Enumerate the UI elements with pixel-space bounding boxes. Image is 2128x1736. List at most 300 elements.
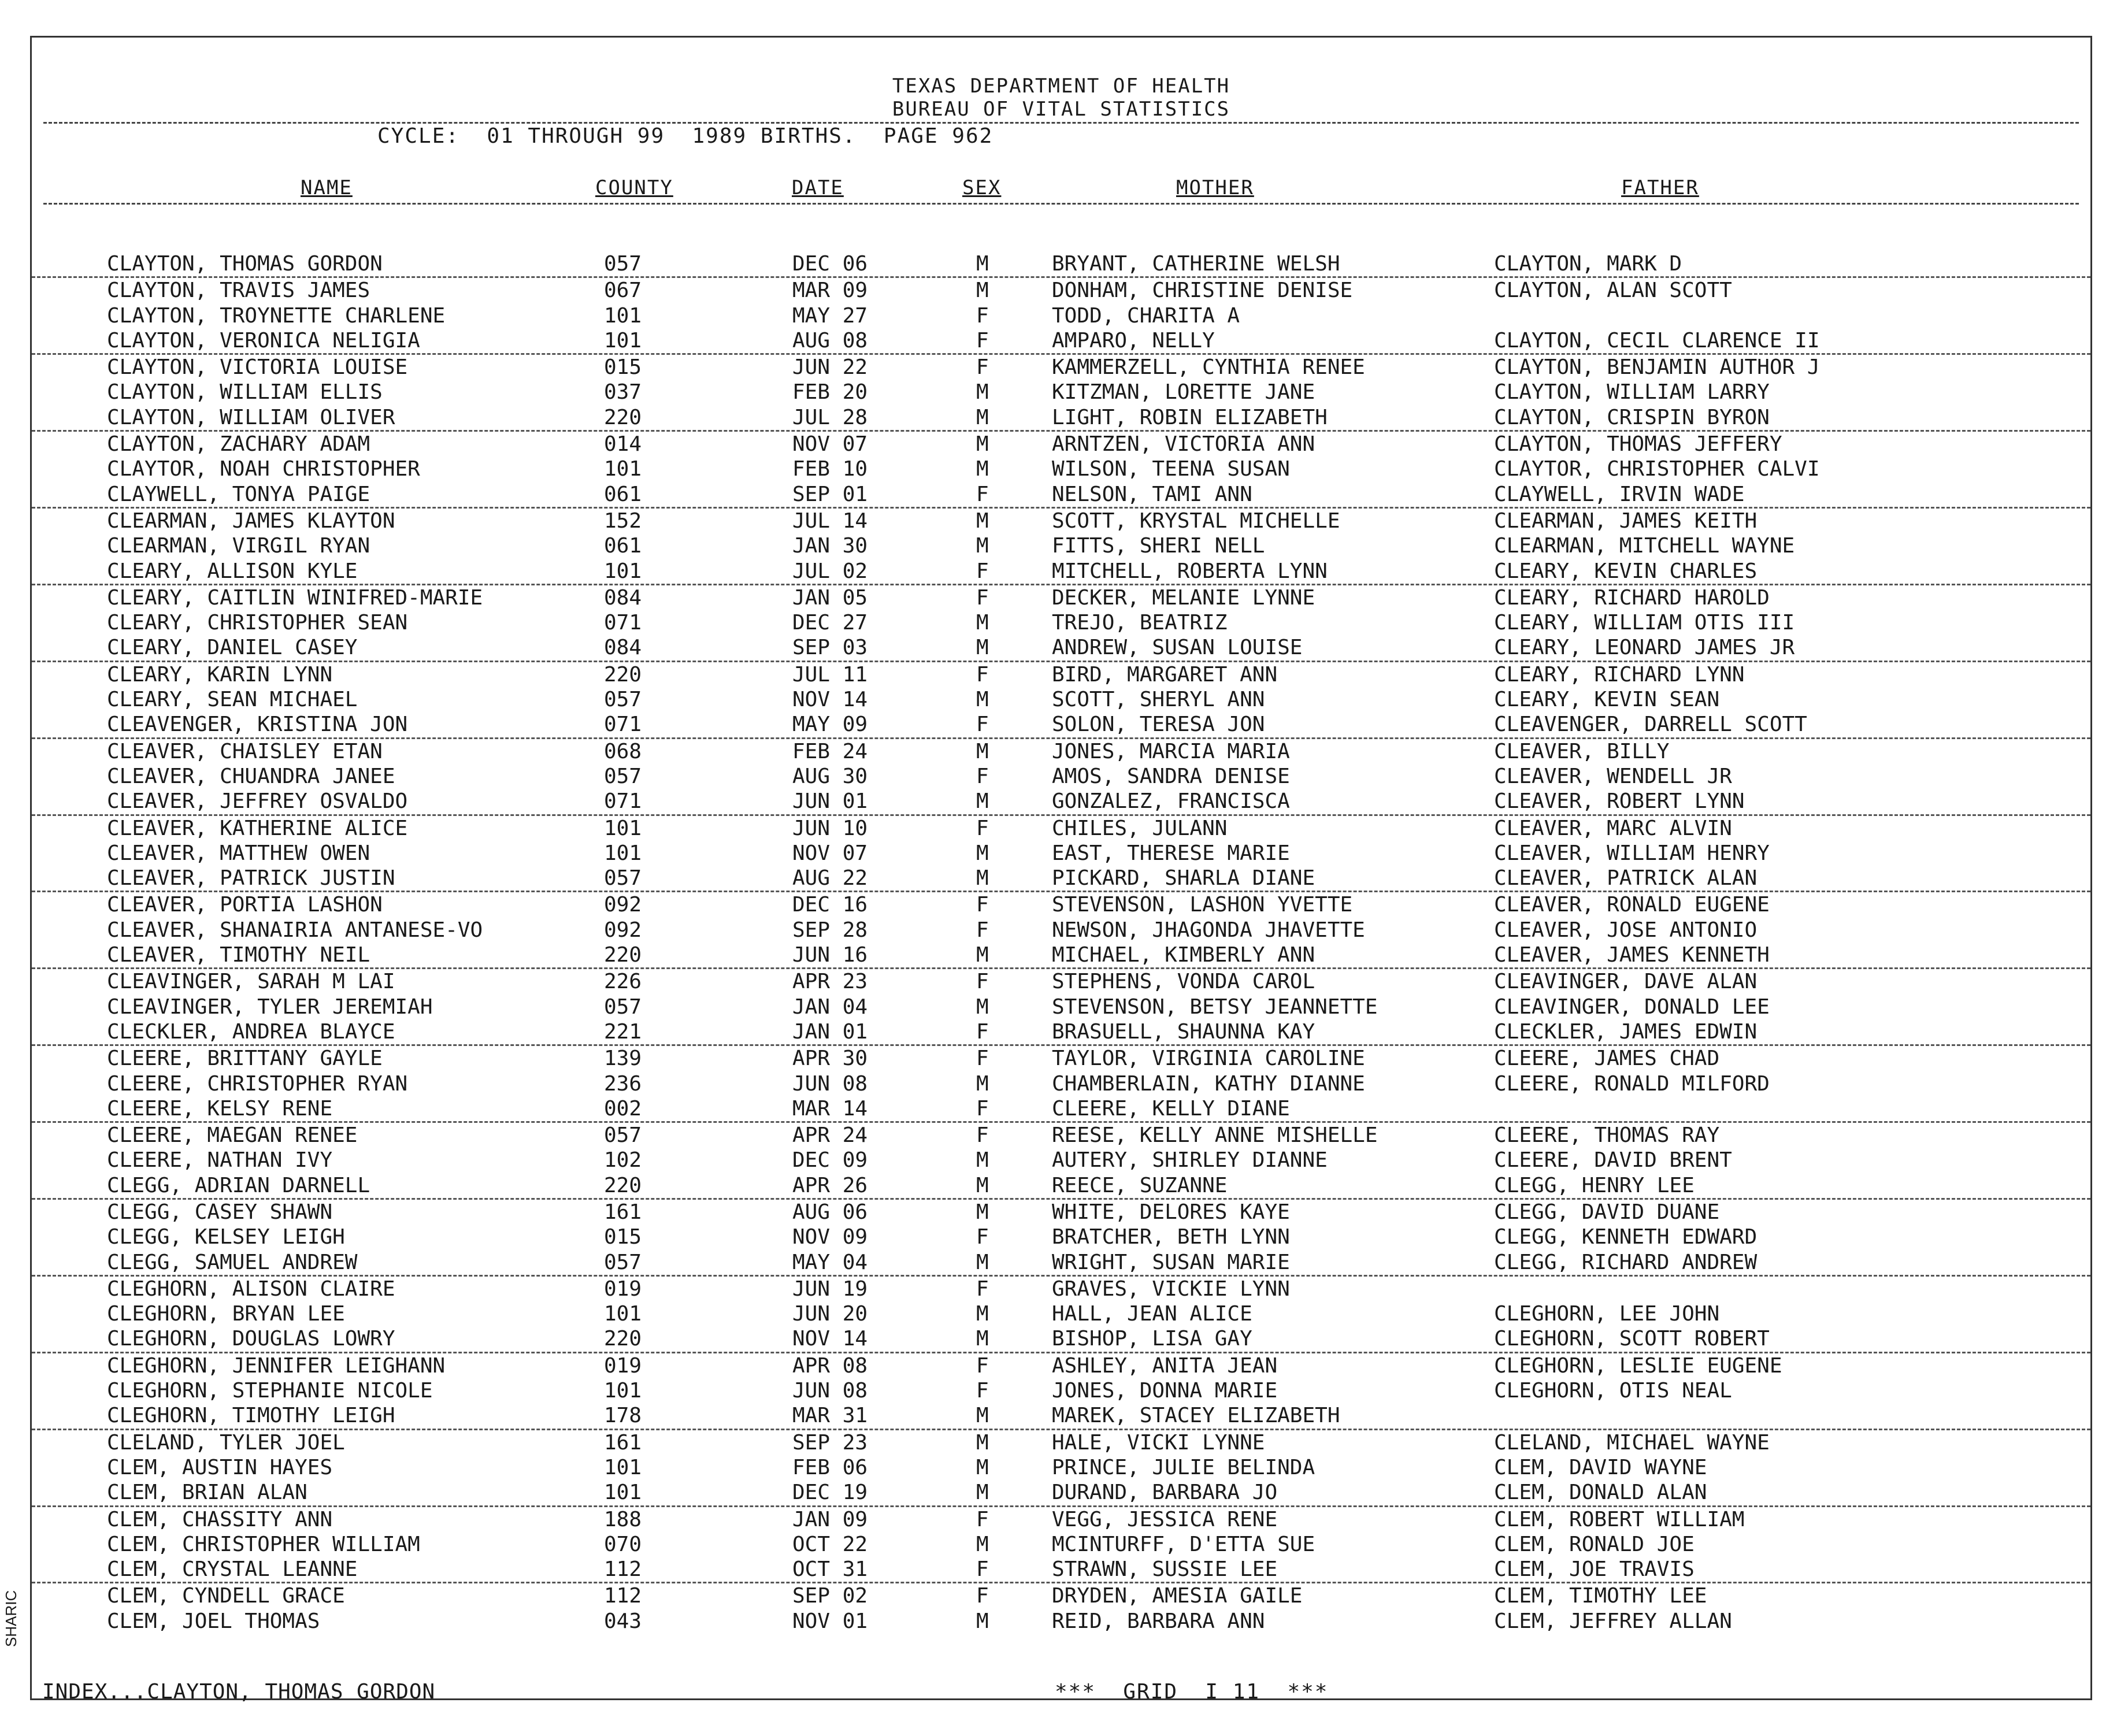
record-row — [32, 662, 2090, 687]
record-name: CLEERE, MAEGAN RENEE — [107, 1123, 358, 1148]
record-date: MAR 09 — [792, 279, 868, 303]
record-county: 084 — [604, 585, 642, 610]
record-father: CLAYTON, WILLIAM LARRY — [1494, 380, 1770, 405]
record-row — [32, 405, 2090, 432]
record-date: MAY 09 — [792, 713, 868, 737]
record-mother: TREJO, BEATRIZ — [1052, 611, 1228, 635]
record-row — [32, 1250, 2090, 1277]
column-header-name: NAME — [301, 176, 353, 199]
record-row — [32, 303, 2090, 328]
record-row — [32, 1096, 2090, 1123]
record-mother: GONZALEZ, FRANCISCA — [1052, 789, 1290, 814]
record-sex: F — [976, 1379, 989, 1403]
record-mother: JONES, DONNA MARIE — [1052, 1379, 1278, 1403]
record-mother: REECE, SUZANNE — [1052, 1173, 1228, 1197]
bureau-title: BUREAU OF VITAL STATISTICS — [892, 98, 1230, 121]
grid-footer: *** GRID I 11 *** — [1055, 1680, 1329, 1704]
record-county: 178 — [604, 1404, 642, 1428]
record-sex: M — [976, 252, 989, 276]
record-county: 014 — [604, 432, 642, 457]
record-sex: M — [976, 1148, 989, 1173]
record-sex: M — [976, 688, 989, 712]
record-father: CLEARY, RICHARD HAROLD — [1494, 585, 1770, 610]
record-sex: F — [976, 764, 989, 788]
record-county: 101 — [604, 1481, 642, 1505]
record-sex: F — [976, 1123, 989, 1148]
record-row — [32, 1277, 2090, 1301]
record-row — [32, 1353, 2090, 1378]
record-date: SEP 01 — [792, 482, 868, 506]
record-date: MAY 27 — [792, 303, 868, 328]
record-sex: F — [976, 1047, 989, 1071]
record-date: OCT 31 — [792, 1557, 868, 1582]
column-header-county: COUNTY — [595, 176, 673, 199]
record-mother: SCOTT, SHERYL ANN — [1052, 688, 1265, 712]
record-sex: M — [976, 995, 989, 1019]
record-father: CLEGHORN, SCOTT ROBERT — [1494, 1327, 1770, 1351]
record-mother: HALE, VICKI LYNNE — [1052, 1430, 1265, 1455]
record-mother: DECKER, MELANIE LYNNE — [1052, 585, 1315, 610]
record-father: CLEAVINGER, DAVE ALAN — [1494, 970, 1758, 994]
record-sex: F — [976, 1019, 989, 1044]
record-date: NOV 09 — [792, 1225, 868, 1249]
record-date: FEB 24 — [792, 739, 868, 763]
record-row — [32, 355, 2090, 380]
record-father: CLEAVER, MARC ALVIN — [1494, 816, 1732, 840]
record-county: 037 — [604, 380, 642, 405]
record-county: 101 — [604, 841, 642, 865]
record-date: NOV 01 — [792, 1609, 868, 1633]
record-mother: PICKARD, SHARLA DIANE — [1052, 866, 1315, 891]
record-county: 057 — [604, 252, 642, 276]
record-row — [32, 841, 2090, 866]
record-name: CLEAVER, MATTHEW OWEN — [107, 841, 370, 865]
record-sex: F — [976, 893, 989, 917]
record-name: CLEM, CRYSTAL LEANNE — [107, 1557, 358, 1582]
column-header-date: DATE — [792, 176, 844, 199]
column-header-father: FATHER — [1621, 176, 1699, 199]
record-mother: AMPARO, NELLY — [1052, 328, 1215, 353]
record-name: CLAYTON, TRAVIS JAMES — [107, 279, 370, 303]
record-sex: M — [976, 405, 989, 429]
record-date: JUL 28 — [792, 405, 868, 429]
record-father: CLEAVER, PATRICK ALAN — [1494, 866, 1758, 891]
record-row — [32, 635, 2090, 662]
record-date: JAN 05 — [792, 585, 868, 610]
record-county: 057 — [604, 688, 642, 712]
record-county: 071 — [604, 611, 642, 635]
record-date: APR 23 — [792, 970, 868, 994]
record-row — [32, 892, 2090, 917]
record-row — [32, 610, 2090, 635]
record-sex: M — [976, 1532, 989, 1556]
record-father: CLEAVINGER, DONALD LEE — [1494, 995, 1770, 1019]
record-county: 221 — [604, 1019, 642, 1044]
record-father: CLEM, JOE TRAVIS — [1494, 1557, 1695, 1582]
record-row — [32, 995, 2090, 1019]
record-father: CLAYTON, BENJAMIN AUTHOR J — [1494, 355, 1820, 380]
record-father: CLEM, RONALD JOE — [1494, 1532, 1695, 1556]
record-county: 043 — [604, 1609, 642, 1633]
record-name: CLAYTON, VICTORIA LOUISE — [107, 355, 408, 380]
record-county: 101 — [604, 328, 642, 353]
record-father: CLEARY, KEVIN CHARLES — [1494, 559, 1758, 583]
record-county: 161 — [604, 1430, 642, 1455]
record-mother: CHAMBERLAIN, KATHY DIANNE — [1052, 1071, 1365, 1096]
record-name: CLAYWELL, TONYA PAIGE — [107, 482, 370, 506]
record-name: CLEERE, CHRISTOPHER RYAN — [107, 1071, 408, 1096]
record-name: CLEARMAN, VIRGIL RYAN — [107, 534, 370, 558]
record-mother: MCINTURFF, D'ETTA SUE — [1052, 1532, 1315, 1556]
record-mother: DURAND, BARBARA JO — [1052, 1481, 1278, 1505]
record-date: JUN 20 — [792, 1302, 868, 1326]
record-father: CLAYTON, THOMAS JEFFERY — [1494, 432, 1782, 457]
record-mother: STRAWN, SUSSIE LEE — [1052, 1557, 1278, 1582]
record-row — [32, 866, 2090, 892]
record-father: CLEERE, RONALD MILFORD — [1494, 1071, 1770, 1096]
record-mother: EAST, THERESE MARIE — [1052, 841, 1290, 865]
record-sex: M — [976, 509, 989, 533]
record-mother: BRYANT, CATHERINE WELSH — [1052, 252, 1340, 276]
record-row — [32, 1455, 2090, 1480]
record-father: CLEGG, RICHARD ANDREW — [1494, 1250, 1758, 1274]
record-row — [32, 1532, 2090, 1557]
record-sex: M — [976, 432, 989, 457]
record-father: CLEARY, LEONARD JAMES JR — [1494, 636, 1795, 660]
record-sex: M — [976, 534, 989, 558]
record-father: CLECKLER, JAMES EDWIN — [1494, 1019, 1758, 1044]
record-county: 101 — [604, 559, 642, 583]
record-sex: M — [976, 841, 989, 865]
record-father: CLEM, ROBERT WILLIAM — [1494, 1507, 1745, 1531]
record-father: CLEAVER, RONALD EUGENE — [1494, 893, 1770, 917]
record-mother: KAMMERZELL, CYNTHIA RENEE — [1052, 355, 1365, 380]
record-father: CLEARY, WILLIAM OTIS III — [1494, 611, 1795, 635]
record-county: 152 — [604, 509, 642, 533]
record-mother: PRINCE, JULIE BELINDA — [1052, 1455, 1315, 1479]
record-county: 188 — [604, 1507, 642, 1531]
record-date: JUN 19 — [792, 1277, 868, 1301]
record-sex: M — [976, 1327, 989, 1351]
record-mother: BRASUELL, SHAUNNA KAY — [1052, 1019, 1315, 1044]
record-mother: WHITE, DELORES KAYE — [1052, 1200, 1290, 1224]
record-date: JUN 10 — [792, 816, 868, 840]
record-name: CLEAVER, JEFFREY OSVALDO — [107, 789, 408, 814]
record-county: 057 — [604, 866, 642, 891]
record-county: 101 — [604, 457, 642, 481]
record-county: 092 — [604, 918, 642, 942]
record-county: 101 — [604, 1455, 642, 1479]
record-mother: DRYDEN, AMESIA GAILE — [1052, 1584, 1303, 1608]
record-county: 061 — [604, 482, 642, 506]
record-row — [32, 918, 2090, 943]
record-name: CLEM, CHRISTOPHER WILLIAM — [107, 1532, 420, 1556]
record-sex: F — [976, 559, 989, 583]
record-name: CLECKLER, ANDREA BLAYCE — [107, 1019, 395, 1044]
record-county: 057 — [604, 1123, 642, 1148]
record-sex: F — [976, 816, 989, 840]
record-sex: M — [976, 739, 989, 763]
record-county: 070 — [604, 1532, 642, 1556]
record-row — [32, 1403, 2090, 1430]
record-sex: M — [976, 1404, 989, 1428]
record-father: CLAYTON, MARK D — [1494, 252, 1682, 276]
record-county: 226 — [604, 970, 642, 994]
record-county: 220 — [604, 1327, 642, 1351]
record-mother: REID, BARBARA ANN — [1052, 1609, 1265, 1633]
record-father: CLEM, TIMOTHY LEE — [1494, 1584, 1707, 1608]
record-sex: M — [976, 1250, 989, 1274]
record-date: AUG 06 — [792, 1200, 868, 1224]
record-row — [32, 1507, 2090, 1532]
record-date: APR 24 — [792, 1123, 868, 1148]
record-row — [32, 1123, 2090, 1148]
record-sex: F — [976, 1096, 989, 1121]
record-mother: STEVENSON, BETSY JEANNETTE — [1052, 995, 1378, 1019]
record-name: CLEARMAN, JAMES KLAYTON — [107, 509, 395, 533]
record-name: CLEGHORN, TIMOTHY LEIGH — [107, 1404, 395, 1428]
record-name: CLAYTON, VERONICA NELIGIA — [107, 328, 420, 353]
record-mother: LIGHT, ROBIN ELIZABETH — [1052, 405, 1328, 429]
record-mother: SCOTT, KRYSTAL MICHELLE — [1052, 509, 1340, 533]
record-sex: M — [976, 1173, 989, 1197]
record-name: CLEGG, SAMUEL ANDREW — [107, 1250, 358, 1274]
record-father: CLEGHORN, LEE JOHN — [1494, 1302, 1720, 1326]
record-date: APR 26 — [792, 1173, 868, 1197]
record-date: JAN 09 — [792, 1507, 868, 1531]
record-name: CLEAVER, KATHERINE ALICE — [107, 816, 408, 840]
record-sex: M — [976, 457, 989, 481]
record-date: NOV 14 — [792, 1327, 868, 1351]
record-name: CLEARY, CHRISTOPHER SEAN — [107, 611, 408, 635]
record-mother: STEPHENS, VONDA CAROL — [1052, 970, 1315, 994]
record-date: MAY 04 — [792, 1250, 868, 1274]
record-name: CLEARY, SEAN MICHAEL — [107, 688, 358, 712]
record-mother: DONHAM, CHRISTINE DENISE — [1052, 279, 1353, 303]
record-row — [32, 432, 2090, 457]
record-father: CLAYWELL, IRVIN WADE — [1494, 482, 1745, 506]
record-date: JUN 08 — [792, 1379, 868, 1403]
record-sex: M — [976, 636, 989, 660]
record-county: 019 — [604, 1277, 642, 1301]
record-father: CLEGG, HENRY LEE — [1494, 1173, 1695, 1197]
record-date: FEB 20 — [792, 380, 868, 405]
record-mother: VEGG, JESSICA RENE — [1052, 1507, 1278, 1531]
column-header-divider — [43, 203, 2079, 205]
ledger-page — [30, 36, 2092, 1704]
record-mother: STEVENSON, LASHON YVETTE — [1052, 893, 1353, 917]
record-row — [32, 585, 2090, 610]
record-county: 161 — [604, 1200, 642, 1224]
record-name: CLEAVER, TIMOTHY NEIL — [107, 943, 370, 967]
record-date: NOV 07 — [792, 841, 868, 865]
record-name: CLEERE, BRITTANY GAYLE — [107, 1047, 383, 1071]
record-mother: KITZMAN, LORETTE JANE — [1052, 380, 1315, 405]
record-county: 071 — [604, 789, 642, 814]
record-date: DEC 19 — [792, 1481, 868, 1505]
record-date: SEP 02 — [792, 1584, 868, 1608]
record-county: 220 — [604, 1173, 642, 1197]
record-sex: M — [976, 279, 989, 303]
record-name: CLELAND, TYLER JOEL — [107, 1430, 345, 1455]
record-sex: M — [976, 1430, 989, 1455]
record-row — [32, 328, 2090, 355]
record-row — [32, 943, 2090, 969]
record-name: CLEARY, DANIEL CASEY — [107, 636, 358, 660]
record-mother: FITTS, SHERI NELL — [1052, 534, 1265, 558]
record-name: CLEGHORN, ALISON CLAIRE — [107, 1277, 395, 1301]
record-row — [32, 764, 2090, 789]
record-county: 112 — [604, 1557, 642, 1582]
record-mother: BISHOP, LISA GAY — [1052, 1327, 1252, 1351]
record-row — [32, 1430, 2090, 1455]
record-mother: AMOS, SANDRA DENISE — [1052, 764, 1290, 788]
record-sex: F — [976, 713, 989, 737]
record-row — [32, 1609, 2090, 1634]
record-row — [32, 457, 2090, 481]
record-date: JUL 02 — [792, 559, 868, 583]
record-county: 067 — [604, 279, 642, 303]
record-date: AUG 22 — [792, 866, 868, 891]
record-county: 015 — [604, 355, 642, 380]
record-father: CLEAVER, ROBERT LYNN — [1494, 789, 1745, 814]
column-header-sex: SEX — [962, 176, 1002, 199]
record-county: 101 — [604, 816, 642, 840]
record-date: DEC 16 — [792, 893, 868, 917]
record-county: 112 — [604, 1584, 642, 1608]
record-name: CLEERE, NATHAN IVY — [107, 1148, 333, 1173]
record-father: CLEAVER, WENDELL JR — [1494, 764, 1732, 788]
record-name: CLEAVER, CHAISLEY ETAN — [107, 739, 383, 763]
record-date: SEP 28 — [792, 918, 868, 942]
record-sex: M — [976, 866, 989, 891]
record-father: CLEM, DAVID WAYNE — [1494, 1455, 1707, 1479]
record-sex: M — [976, 1455, 989, 1479]
record-father: CLEGG, KENNETH EDWARD — [1494, 1225, 1758, 1249]
record-row — [32, 509, 2090, 533]
record-name: CLEARY, ALLISON KYLE — [107, 559, 358, 583]
record-row — [32, 1583, 2090, 1608]
record-row — [32, 1019, 2090, 1046]
record-sex: F — [976, 918, 989, 942]
record-name: CLEAVINGER, TYLER JEREMIAH — [107, 995, 433, 1019]
record-father: CLEARMAN, JAMES KEITH — [1494, 509, 1758, 533]
record-father: CLELAND, MICHAEL WAYNE — [1494, 1430, 1770, 1455]
record-father: CLAYTON, CRISPIN BYRON — [1494, 405, 1770, 429]
record-mother: NELSON, TAMI ANN — [1052, 482, 1252, 506]
record-mother: TAYLOR, VIRGINIA CAROLINE — [1052, 1047, 1365, 1071]
record-county: 015 — [604, 1225, 642, 1249]
record-mother: BRATCHER, BETH LYNN — [1052, 1225, 1290, 1249]
record-name: CLEM, AUSTIN HAYES — [107, 1455, 333, 1479]
record-county: 220 — [604, 943, 642, 967]
record-county: 084 — [604, 636, 642, 660]
record-name: CLEM, CHASSITY ANN — [107, 1507, 333, 1531]
record-date: NOV 07 — [792, 432, 868, 457]
record-row — [32, 482, 2090, 509]
record-date: MAR 31 — [792, 1404, 868, 1428]
record-mother: CLEERE, KELLY DIANE — [1052, 1096, 1290, 1121]
record-father: CLEERE, DAVID BRENT — [1494, 1148, 1732, 1173]
record-mother: MAREK, STACEY ELIZABETH — [1052, 1404, 1340, 1428]
record-row — [32, 559, 2090, 585]
record-father: CLEGHORN, OTIS NEAL — [1494, 1379, 1732, 1403]
record-row — [32, 1046, 2090, 1071]
record-county: 092 — [604, 893, 642, 917]
record-name: CLAYTON, ZACHARY ADAM — [107, 432, 370, 457]
record-mother: GRAVES, VICKIE LYNN — [1052, 1277, 1290, 1301]
record-sex: F — [976, 482, 989, 506]
record-date: APR 30 — [792, 1047, 868, 1071]
record-sex: F — [976, 1557, 989, 1582]
record-father: CLEAVENGER, DARRELL SCOTT — [1494, 713, 1807, 737]
record-sex: F — [976, 1507, 989, 1531]
record-father: CLEM, DONALD ALAN — [1494, 1481, 1707, 1505]
record-county: 139 — [604, 1047, 642, 1071]
record-mother: BIRD, MARGARET ANN — [1052, 662, 1278, 687]
record-date: AUG 08 — [792, 328, 868, 353]
record-county: 220 — [604, 662, 642, 687]
record-mother: CHILES, JULANN — [1052, 816, 1228, 840]
record-father: CLEARY, KEVIN SEAN — [1494, 688, 1720, 712]
record-name: CLEGG, ADRIAN DARNELL — [107, 1173, 370, 1197]
record-date: JUN 08 — [792, 1071, 868, 1096]
record-name: CLEAVER, CHUANDRA JANEE — [107, 764, 395, 788]
record-county: 101 — [604, 1379, 642, 1403]
record-father: CLEERE, JAMES CHAD — [1494, 1047, 1720, 1071]
record-name: CLEAVER, PATRICK JUSTIN — [107, 866, 395, 891]
record-name: CLEAVER, SHANAIRIA ANTANESE-VO — [107, 918, 483, 942]
record-county: 019 — [604, 1353, 642, 1378]
record-county: 236 — [604, 1071, 642, 1096]
record-row — [32, 739, 2090, 764]
record-name: CLEAVENGER, KRISTINA JON — [107, 713, 408, 737]
record-date: MAR 14 — [792, 1096, 868, 1121]
record-name: CLEM, BRIAN ALAN — [107, 1481, 307, 1505]
record-sex: F — [976, 1225, 989, 1249]
record-mother: MITCHELL, ROBERTA LYNN — [1052, 559, 1328, 583]
record-date: JUN 22 — [792, 355, 868, 380]
record-name: CLAYTON, WILLIAM ELLIS — [107, 380, 383, 405]
record-sex: M — [976, 1200, 989, 1224]
record-name: CLEAVER, PORTIA LASHON — [107, 893, 383, 917]
record-mother: REESE, KELLY ANNE MISHELLE — [1052, 1123, 1378, 1148]
index-footer: INDEX...CLAYTON, THOMAS GORDON — [42, 1680, 436, 1704]
record-county: 061 — [604, 534, 642, 558]
record-row — [32, 816, 2090, 841]
record-county: 101 — [604, 1302, 642, 1326]
record-county: 002 — [604, 1096, 642, 1121]
record-father: CLAYTOR, CHRISTOPHER CALVI — [1494, 457, 1820, 481]
record-name: CLEGHORN, JENNIFER LEIGHANN — [107, 1353, 446, 1378]
record-mother: MICHAEL, KIMBERLY ANN — [1052, 943, 1315, 967]
record-row — [32, 789, 2090, 815]
record-date: JUN 16 — [792, 943, 868, 967]
record-row — [32, 969, 2090, 994]
record-name: CLEM, JOEL THOMAS — [107, 1609, 320, 1633]
record-sex: F — [976, 355, 989, 380]
record-date: JUL 14 — [792, 509, 868, 533]
record-sex: M — [976, 943, 989, 967]
record-name: CLEARY, KARIN LYNN — [107, 662, 333, 687]
record-date: SEP 03 — [792, 636, 868, 660]
record-father: CLEM, JEFFREY ALLAN — [1494, 1609, 1732, 1633]
record-row — [32, 1148, 2090, 1173]
record-county: 101 — [604, 303, 642, 328]
record-row — [32, 380, 2090, 405]
record-mother: WILSON, TEENA SUSAN — [1052, 457, 1290, 481]
record-sex: M — [976, 789, 989, 814]
